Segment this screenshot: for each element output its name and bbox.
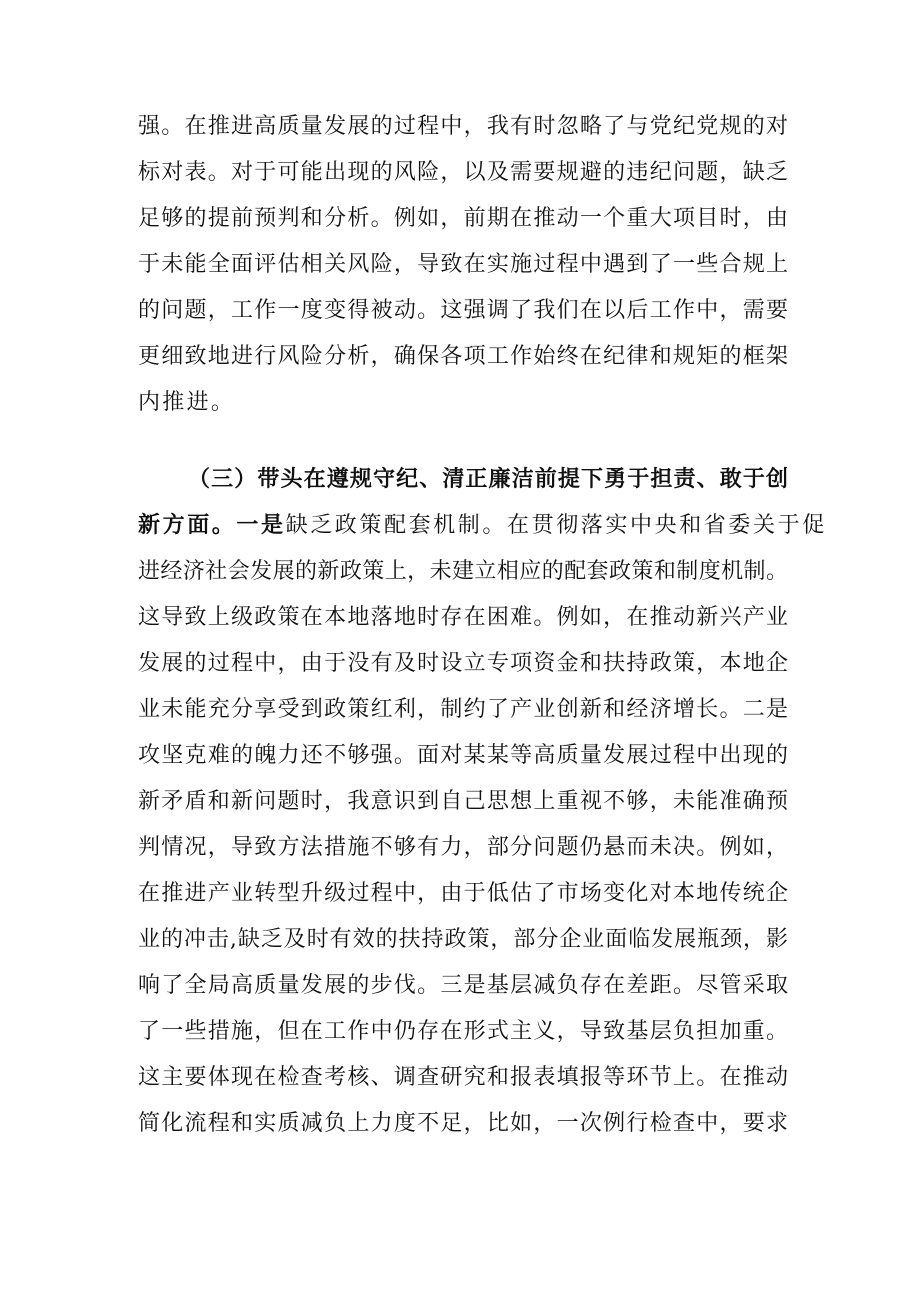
paragraph2-line-9: 判情况，导致方法措施不够有力，部分问题仍悬而未决。例如， <box>138 835 788 860</box>
paragraph2-line-15: 简化流程和实质减负上力度不足，比如，一次例行检查中，要求 <box>138 1111 788 1136</box>
paragraph1-line-7: 内推进。 <box>138 390 236 415</box>
paragraph2-line-8: 新矛盾和新问题时，我意识到自己思想上重视不够，未能准确预 <box>138 789 788 814</box>
paragraph1-line-5: 的问题，工作一度变得被动。这强调了我们在以后工作中，需要 <box>138 298 788 323</box>
first-point-label: 一是 <box>236 513 286 538</box>
paragraph2-line-6: 业未能充分享受到政策红利，制约了产业创新和经济增长。二是 <box>138 697 788 722</box>
paragraph1-line-1: 强。在推进高质量发展的过程中，我有时忽略了与党纪党规的对 <box>138 114 788 139</box>
paragraph2-line-10: 在推进产业转型升级过程中，由于低估了市场变化对本地传统企 <box>138 881 788 906</box>
paragraph2-line-13: 了一些措施，但在工作中仍存在形式主义，导致基层负担加重。 <box>138 1019 788 1044</box>
paragraph2-line-14: 这主要体现在检查考核、调查研究和报表填报等环节上。在推动 <box>138 1065 788 1090</box>
paragraph2-line-2 <box>138 506 827 546</box>
paragraph2-line-4: 这导致上级政策在本地落地时存在困难。例如，在推动新兴产业 <box>138 605 788 630</box>
paragraph1-line-3: 足够的提前预判和分析。例如，前期在推动一个重大项目时，由 <box>138 206 788 231</box>
paragraph1-line-6: 更细致地进行风险分析，确保各项工作始终在纪律和规矩的框架 <box>138 344 788 369</box>
paragraph1-line-2: 标对表。对于可能出现的风险，以及需要规避的违纪问题，缺乏 <box>138 160 788 185</box>
section-heading-line-2: 新方面。 <box>138 513 237 538</box>
paragraph2-line-5: 发展的过程中，由于没有及时设立专项资金和扶持政策，本地企 <box>138 651 788 676</box>
section-heading-line-1: （三）带头在遵规守纪、清正廉洁前提下勇于担责、敢于创 <box>188 467 788 492</box>
paragraph2-line-12: 响了全局高质量发展的步伐。三是基层减负存在差距。尽管采取 <box>138 973 788 998</box>
paragraph2-line-2-rest: 缺乏政策配套机制。在贯彻落实中央和省委关于促 <box>285 513 827 538</box>
paragraph2-line-3: 进经济社会发展的新政策上，未建立相应的配套政策和制度机制。 <box>138 559 788 584</box>
paragraph2-line-11: 业的冲击,缺乏及时有效的扶持政策，部分企业面临发展瓶颈，影 <box>138 927 788 952</box>
paragraph1-line-4: 于未能全面评估相关风险，导致在实施过程中遇到了一些合规上 <box>138 252 788 277</box>
paragraph2-line-7: 攻坚克难的魄力还不够强。面对某某等高质量发展过程中出现的 <box>138 743 788 768</box>
